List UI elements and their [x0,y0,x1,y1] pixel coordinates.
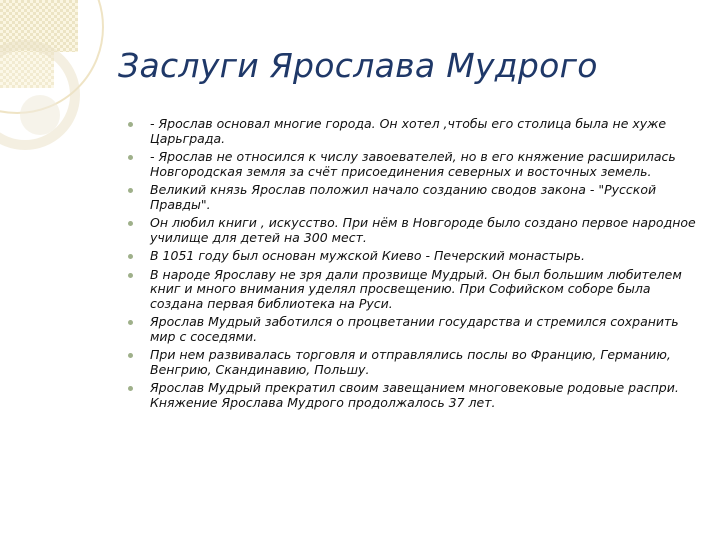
bullet-text: В 1051 году был основан мужской Киево - Печерский монастырь. [150,248,585,263]
corner-circle-decoration [20,95,60,135]
bullet-item [126,150,696,179]
bullet-dot-icon [128,320,133,325]
bullet-text: - Ярослав не относился к числу завоевателей, но в его княжение расширилась Новгородская земля за счёт присоединения северных и восточных земель. [150,149,676,179]
bullet-item [126,216,696,245]
bullet-text: Ярослав Мудрый прекратил своим завещанием многовековые родовые распри. Княжение Ярослава Мудрого продолжалось 37 лет. [150,380,679,410]
bullet-dot-icon [128,122,133,127]
bullet-text: В народе Ярославу не зря дали прозвище Мудрый. Он был большим любителем книг и много внимания уделял просвещению. При Софийском соборе была создана первая библиотека на Руси. [150,266,682,311]
bullet-item [126,249,696,264]
bullet-dot-icon [128,386,133,391]
bullet-dot-icon [128,155,133,160]
bullet-item [126,315,696,344]
bullet-dot-icon [128,188,133,193]
bullet-item [126,381,696,410]
bullet-list [126,117,696,414]
bullet-dot-icon [128,221,133,226]
bullet-item [126,183,696,212]
bullet-dot-icon [128,353,133,358]
bullet-text: - Ярослав основал многие города. Он хотел ,чтобы его столица была не хуже Царьграда. [150,116,667,146]
bullet-text: При нем развивалась торговля и отправлялись послы во Францию, Германию, Венгрию, Скандинавию, Польшу. [150,347,671,377]
bullet-dot-icon [128,273,133,278]
bullet-item [126,117,696,146]
bullet-item [126,268,696,312]
bullet-dot-icon [128,254,133,259]
bullet-item [126,348,696,377]
bullet-text: Ярослав Мудрый заботился о процветании государства и стремился сохранить мир с соседями. [150,314,679,344]
bullet-text: Он любил книги , искусство. При нём в Новгороде было создано первое народное училище для детей на 300 мест. [150,215,696,245]
slide-title: Заслуги Ярослава Мудрого [118,46,598,85]
bullet-text: Великий князь Ярослав положил начало созданию сводов закона - "Русской Правды". [150,182,657,212]
